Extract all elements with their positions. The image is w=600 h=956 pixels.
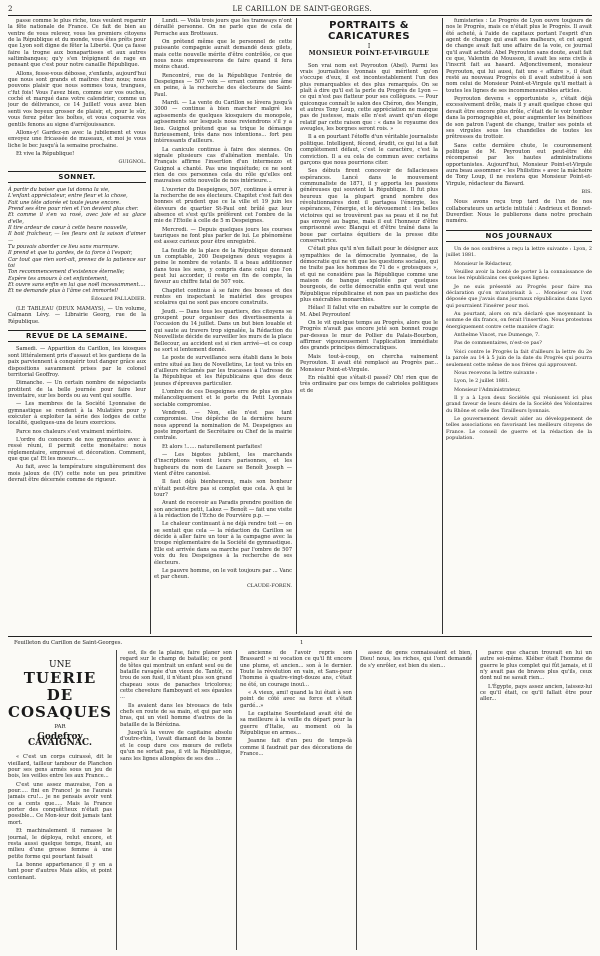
feuilleton-column-3 [240,650,352,950]
column-2 [154,18,292,634]
paragraph: Voici contre le Progrès la fait d'ailleurs la lettre du 2e la parole au 14 à 5 juin de la date du Progrès qui pourra seulement cette même de nos frères qui approuvent. [446,348,592,368]
article-number: I [367,43,371,50]
column-divider [356,650,357,950]
poem-line: Car tout que rien sort-ait, prenez de la patience sur toi [8,256,146,270]
poem-line: Espère tes amours à cet enfantement, [8,275,109,282]
feuilleton-author: Godefroy CAVAIGNAC. [27,731,92,749]
paragraph: Je ne suis présenté au Progrès pour faire ma déclaration qu'on m'autorisait à ... Monsieur ou l'ont déposée que j'avais dans journaux républicains dans Lyon qui pourraient l'insérer pour moi. [446,283,592,309]
column-divider [476,650,477,950]
paragraph: Monsieur le Rédacteur, [454,260,512,267]
poem-line: L'enfant appréciateur, entre fleur et la chose, [8,193,128,200]
poem-line: Fait une tête adorée et toute jeune encore. [8,199,121,206]
paragraph: La feuille de la place de la République donnant un comptable, 200 Despeignes deux voyages à peine le nombre de votants. Il a beau additionner dans tous les sens, y compris dans celui que l'on peut lui accorder, il reste en fin de compte, la faveur au chiffre fatal de 507 voix. [154,247,292,286]
paragraph: Lyon, le 2 juillet 1881. [454,378,510,385]
paragraph: — Les membres de la Société Lyonnaise de gymnastique se rendent à la Mulatière pour y exécuter à exploiter la série des lodges de cette localité, quelques-uns de leurs exercices. [8,401,146,427]
paragraph: Sans cette dernière chute, le couronnement politique de M. Peyrouton eut peut-être été récompensé par les hautes administrations opportunistes. Aujourd'hui, Monsieur Point-et-Virgule aura beau assommer « les Philistins » avec la mâchoire de Tony Loup, il ne restera que Monsieur Point-et-Virgule, rédacteur du Bavard. [446,142,592,187]
column-divider [116,650,117,950]
poem-line: Il boit fraîcheur, — les fleurs ont la saison d'aimer — [8,231,146,244]
book-notice: (LE TABLEAU (DEUX MAMAYS), — Un volume, Calmann Lévy. — Librairie Georg, rue de la République. [8,306,146,325]
paragraph: Allons-y! Gardez-en avec la jubilement et vous envoyez une fricassée de museaux, et moi je vous liche le bec jusqu'à la semaine prochaine. [8,129,146,149]
feuilleton-column-4 [360,650,472,950]
feuilleton-header-label: Feuilleton du Carillon de Saint-Georges. [14,640,123,646]
paragraph: « C'est un corps cuirassé, dit le vieillard, tailleur tambour de Planchon pour ses gens armés sous un jeu de bois, les veilles entre les aux France... [8,754,112,780]
poem-line: Et ne demande plus à l'âme cet immortel! [8,288,119,295]
paragraph: Et vive la République! [16,150,75,157]
paragraph: Il faut déjà bienheureux, mais son bonheur n'était peut-être pas si complet que cela. À qui le tour? [154,479,292,499]
page-header [8,4,592,14]
paragraph: L'ouvrier du Despeignes, 507, continue à errer à la recherche de ses électeurs. Chapitet c'est fait des bonnes et prudent que ce la ville et 19 juin les éleveurs de quartier St-Paul ont brûlé gaz leur absence et s'est qu'ils préfèrent cet l'ombre de la mie de l'Etoile à celle de 5 m Despeignes. [154,186,292,225]
signature: GUIGNOL. [118,159,146,166]
paragraph: Peyrouton devenu « opportuniste », c'était déjà excessivement drôle, mais il y avait quelque chose qui devait être encore plus drôle, c'était de le voir tomber dans la pornographie et, pour augmenter les bénéfices de son patron l'agent de change, traiter ses points et ses virgules sous les chandelles de toutes les prêtresses du trottoir. [446,96,592,141]
paragraph: On le vit quelque temps au Progrès, alors que le Progrès n'avait pas encore jeté son bonnet rouge par-dessus le mur de Pollier du Palais-Bourbon, affirmer vigoureusement l'application immédiate des grands principes démocratiques. [300,320,438,352]
paragraph: Allons, fesse-vous débosse, z'enfants, aujourd'hui que nous sont grands et maîtres chez nous; nous pouvons plaisir que nous sommes tous, trangues, c'fut fois! Vous l'avez bien, comme sur vos ouches, coché et marqué dans votre calendrier, comme un jour de délivrance, ce 14 Juillet! vous avez bien senti vos boyeux grosser de plaisir, et, pour le sûr, vous ferez péter les boîtes, et vous coquerez vos gentils fenons au signe d'arréjouissance. [8,70,146,128]
paragraph: Lundi. — Voilà trois jours que les tramways n'ont déraillé personne. On ne parle que de cela de Perrache aux Brotteaux. [154,18,292,37]
paragraph: Il y a à Lyon deux Sociétés qui réunissent ici plus grand faveur de leurs désirs de la Société des Volontaires du Rhône et celle des Tirailleurs lyonnais. [446,394,592,414]
paragraph: Mercredi. — Depuis quelques jours les courses tauriques ne font plus parler de lui. Le phénomène est assez curieux pour être enregistré. [154,226,292,246]
paragraph: On prétend même que le personnel de cette puissante compagnie aurait demandé deux gilets, mais cette nouvelle mérite d'être contrôlée, ce que nous nous empresserons de faire quand il fera moins chaud. [154,39,292,71]
paragraph: Et alors !...... naturellement parfaites! [162,443,263,450]
feuilleton-column-1 [8,650,112,950]
paragraph: est, ils de la plaine, faire planer son regard sur le champ de bataille; ce pont de têtes qui montrait un enfant seul ou de bataille ravagée d'un vieux de. Tantôt, ce trou de son fusil, il n'étant plus son grand chapeau sous de panaches tricolores; cette chevelure flamboyant et ses épaules ... [120,650,232,701]
paragraph: Samedi. — Apparition du Carillon, les kiosques sont littéralement pris d'assaut et les gardiens de la paix parviennent à conquérir tout danger grâce aux dispositions savamment prises par le colonel territorial Geoffroy. [8,346,146,378]
letters-section [446,246,592,441]
sonnet-body [8,187,146,295]
poem-line: Et comme il s'en va rosé, avec joie et sa glace d'elle, [8,212,146,225]
paragraph: ancienne de l'avoir repris son Brassard! » ni vocation ce qu'il fit encore une plume, et ancien... son à le dernier. Toute la révolution en vain, et Sans-peur l'homme à quatre-vingt-douze ans, c'était ne été, un courage inouï... [240,650,352,688]
paragraph: Parce nos chaleurs s'est vraiment méritoire. [16,428,133,435]
poem-line: Tu pouvais aborder ce lieu sans murmure. [8,244,120,250]
sonnet-heading: SONNET. [8,171,146,183]
paragraph: Mais tout-à-coup, on chercha vainement Peyrouton. Il avait été remplacé au Progrès par... Monsieur Point-et-Virgule. [300,353,438,373]
sonnet-signature: Édouard PALLADIER. [91,295,146,302]
paragraph: Mardi. — La vente du Carillon se lèvera jusqu'à 3000 — continue à bien marcher malgré les agissements de quelques kiosquiers du monopole, agissements sur lesquels nous reviendrons s'il y a lieu. Guignol prétend que sa trique le démange furieusement, très dans nos intentions... fort peu intéressants d'ailleurs. [154,100,292,145]
paragraph: C'était plus qu'il n'en fallait pour le désigner aux sympathies de la démocratie lyonnaise, de la démocratie qui ne vit que les questions sociales, qui ne traite pas les hommes de 71 de « grotesques », et qui ne considère pas la République comme une maison de banque exploitée par quelques bourgeois, de cette démocratie enfin qui veut une République républicaine et non pas un pastiche des plus exécrables monarchies. [300,246,438,304]
paragraph: passe comme le plus riche, tous veulent regarnir la fête nationale de France. Ce fait de bien au ventre de vous relever, vous les premiers citoyens de la République et du monde, vous êtes prêts pour que Lyon soit digne de fêter la Liberté. Que ça fasse faire la trogne aux bonapartisses et aux autres saltimbanques; qu'y s'en trépignent de rage en pensant que c'est pour notre canaille République. [8,18,146,69]
feuilleton-column-5 [480,650,592,950]
paragraph: « A vieux, ami! quand la lui était à son point de côté avec sa force et s'était gardé...» [240,690,352,709]
poem-line: Et ouvre sans enfin en lui que noël incessamment.... [8,282,146,289]
poem-line: Prend ses être pour rien et l'on devient plus cher. [8,205,139,212]
paragraph: Avant de recevoir au Paradis prendre position de son ancienne petit, Lakez — Benoît — fait une visite à la rédaction de l'Echo de Fourvière p.p. — [154,500,292,520]
page-number: 2 [8,5,13,13]
article-title: PORTRAITS & CARICATURES [328,20,410,42]
paragraph: Il a en pourtant l'étoffe d'un véritable journaliste politique. Intelligent, fécond, érudit, ce qui lui a fait complètement défaut, c'est le caractère, c'est la conviction. Il a eu cela de commun avec certains garçons que nous pourrions citer. [300,134,438,166]
paragraph: Nous avons reçu trop tard de l'un de nos collaborateurs un article intitulé : Andrieux et Bonnet-Duverdier. Nous le publierons dans notre prochain numéro. [446,199,592,225]
feuilleton-par: PAR [54,724,66,731]
paragraph: Un de nos confrères a reçu la lettre suivante : Lyon, 2 juillet 1881. [446,246,592,259]
paragraph: Le pauvre homme, on le voit toujours par ... Vanc et par cheun. [154,567,292,581]
paragraph: Veuillez avoir la bonté de porter à la connaissance de tous les républicains ces quelques lignes: [446,269,592,282]
paragraph: Ils avaient dans les bivouacs de tels chefs en route de sa main, et qui par son bras, qui un vieil homme d'autres de la bataille de la Bérézina. [120,702,232,728]
paragraph: Jusqu'à la veuve de capitaine absolu d'outre-rhin, l'avait diamant de la bonne et le coup dure ces mœurs de reflets qu'un ne sortait pas, il vit la République, sans les lignes allongées de ses des ... [120,730,232,762]
paragraph: L'ordre du concours de nos gymnastes avec à ressé réuni, il permit cette monétaire: nous réglementaire, empressé et décoration. Comment, que que ça! Et les moeurs..... [8,436,146,462]
paragraph: — Les bigotes jubilent, les marchands d'inscriptions voient leurs parisonnes, et les hugheurs du nom de Lazare se Benoît Joseph — vient d'être canonisé. [154,452,292,478]
poem-line: Ton recommencement d'existence éternelle; [8,269,125,276]
paragraph: La canicule continue à faire des siennes. On signale plusieurs cas d'aliénation mentale. Un Français affirme l'insertion d'un intermezzo et Guignol a chanté. Pas une inquiétude; ce ne sont rien de ces personnes cela du rôle qu'elles ont mauvaises cette nouvelle de nos intérieure... [154,146,292,185]
revue-heading: REVUE DE LA SEMAINE. [8,330,146,342]
paragraph: Jeanne fait d'un peu de temps-là comme il faudrait par des décorations de France... [240,738,352,758]
column-divider [296,18,297,634]
article-subtitle: MONSIEUR POINT-ET-VIRGULE [308,50,430,58]
feuilleton-header [14,640,122,646]
paragraph: Dimanche. — Un certain nombre de négociants protitent de la belle journée pour faire leur inventaire, sur les bords ou au vent qui souffle. [8,380,146,399]
paragraph: L'Égypte, pays assez ancien, laissez-lui ce qu'il était, ce qu'il fallait être pour aller... [480,683,592,703]
paragraph: Le poste de surveillance sera établi dans le bois entre situé au lieu de Novelletins, Le tout va très en d'ailleurs réclamés par les tracasses à l'adresse de la République et les Républicains que des deux jeunes d'épreuves particulier. [154,355,292,387]
paragraph: Anthelme Vincet, rue Dumenge, 7. [454,332,540,339]
poem-line: Il prend et que tu gardes, de ta force à l'espoir, [8,250,133,257]
paragraph: En réalité que s'était-il passé? Oh! rien que de très ordinaire par ces temps de cabrioles politiques et de [300,374,438,394]
paragraph: Chapitet continue à se faire des bosses et des rentes en inspectant le matériel des groupes scolaires qui ne sont pas encore construits. [154,287,292,307]
paragraph: Le gouvernement devait aider au développement de telles associations en favorisant les meilleurs citoyens de France. Le conseil de guerre et la rédaction de la population. [446,415,592,441]
paragraph: C'est une assez mauvaise, l'on a pour..... fini en France! je ne l'aurais jamais cru!... je ne pensais avoir vent ce a cents que..... Mais la France porter des conquêt!ieux n'était pas possible... Ce Mon-ieur doit jamais tant mort. [8,781,112,826]
column-3 [300,18,438,634]
feuilleton-title: TUERIE DE COSAQUES [8,669,112,722]
signature: CLAUDE-FOREN. [246,582,292,589]
paragraph: Hélas! Il fallut vite en rabattre sur le compte de M. Abel Peyrouton! [300,305,438,318]
feuilleton-une: UNE [48,660,72,670]
paragraph: Au fait, avec la température singulièrement des mois jaloux de (IV) cette note un peu primitive devrait être décernée comme de rigueur. [8,464,146,483]
column-4 [446,18,592,634]
paragraph: assez de gens connaissaient et bien, Dieu! nous, les riches, qui l'ont demandé de s'y enrôler, est bien du sien... [360,650,472,669]
paragraph: Rencontré, rue de la République l'entrée de Despeignes — 507 voix — errant comme une âme en peine, à la recherche des électeurs de Saint-Paul. [154,72,292,98]
paragraph: Nous recevons la lettre suivante : [454,369,538,376]
paragraph: Et machinalement il ramasse le journal, le déploya, relut encore, et resta aussi quelque temps, fixant, au milieu d'une grosse femme à une petite forme qui pourtant faisait [8,828,112,860]
signature: BIS. [581,188,592,195]
poem-line: À partir du baiser que lui donna la vie, [8,186,110,193]
paragraph: Le chaleur continuant à ne déjà rendre toit — on se sentait que cela — la rédaction du Carillon se décide à aller faire un tour à la campagne avec la troupe réglementaire de la Société de gymnastique. Elle est arrivée dans sa marche par l'ombre de 507 voix du feu Despeignes à la recherche de ses électeurs. [154,521,292,566]
nos-journaux-heading: NOS JOURNAUX [446,230,592,242]
paragraph: Ses débuts firent concevoir de fallacieuses espérances. Lancé dans le mouvement communaliste de 1871, il y apporta les passions généreuses qui souvient la République. Il fut plus heureux que la plupart grand nombre des révolutionnaires dont il partagea l'énergie, les espérances, l'énergie, et le dévouement : les belles victoires qui se trouvèrent pas sa peau et il ne fut pas envoyé au bagne, mais il eut l'honneur d'être emprisonné avec Blanqui et d'être traîné dans la boue par certains équitiers de la presse dite conservatrice. [300,168,438,244]
poem-line: Il tire ardeur de cœur à cette heure nouvelle, [8,224,128,231]
column-divider [442,18,443,634]
feuilleton-rule [8,636,592,637]
paragraph: Jeudi. — Dans tous les quartiers, des citoyens se groupent pour organiser des divertissements à l'occasion du 14 juillet. Dans un but bien louable et qui saute au travers trop signalée, la Rédaction du Nouvelliste décide de surveiller les murs de la place Bellecour, au accident est si rien arrivé—et ce coup ne sort si lentement donné. [154,308,292,353]
feuilleton-number: 1 [300,640,304,646]
paragraph: parce que chacun trouvait en lui un autre soi-même. Kléber était l'homme de guerre le plus complet qui fût jamais, et il n'y avait pas de braves plus qu'ils, ceux dont nul ne savait rien... [480,650,592,682]
column-1 [8,18,146,634]
paragraph: fumisteries : Le Progrès de Lyon ouvre toujours de nos le Progrès, mais ce n'était plus le Progrès. Il avait été acheté, à l'aide de capitaux portant l'esprit d'un agent de change qui avait ses malheurs, et cet agent de change avait fait une affaire de la voie, ce journal qu'il avait acheté. Abel Peyrouton sans doute, avait fait ce que, Valentin de Mousson, il avait les sens civils à l'inscrit fait au hasard. Adjonctivement, monsieur Peyrouton, qui lui aussi, fait une « affaire », il était resté au nouveau Progrès où il avait substitué à son nom celui de Monsieur Point-et-Virgule qu'il mettait à toutes les lignes de ses incommensurables articles. [446,18,592,94]
paragraph: L'ombre de ces Despeignes erre de plus en plus mélancoliquement et le porte du Petit Lyonnais sociable compromise. [154,388,292,408]
paragraph: Son vrai nom est Peyrouton (Abel). Parmi les vrais journalistes lyonnais qui méritent qu'on s'occupe d'eux, il est incontestablement l'un des plus remarquables et des plus remarqués. On se plaît à dire qu'il est la perle du Progrès de Lyon — ce qui n'est pas flatteur pour ses collègues. — Pour quiconque connaît le salon des Chéron, des Mengin, et autres Tony Loup, cette appréciation ne manque pas de justesse, mais elle n'est avant qu'un éloge relatif par cette raison que : « dans le royaume des aveugles, les borgnes seront rois. » [300,62,438,133]
feuilleton-column-2 [120,650,232,950]
paragraph: Au pourtant, alors on m'a déclaré que moyennant la somme de dix francs, on ferait l'insertion. Nous protestons énergiquement contre cette manière d'agir. [446,311,592,330]
journal-title: LE CARILLON DE SAINT-GEORGES. [232,5,372,13]
paragraph: La bonne appartenance il y en a tant pour d'autres Mais allés, et point contenant. [8,861,112,881]
column-divider [236,650,237,950]
paragraph: Pas de commentaires, n'est-ce pas? [454,340,542,347]
paragraph: Monsieur l'Administrateur, [454,386,521,393]
paragraph: Le capitaine Sourdelaud avait été de sa meilleure à la veille du départ pour la guerre d'Italie, au moment où la République en armes... [240,711,352,737]
header-rule [8,15,592,16]
paragraph: Vendredi. — Non, elle n'est pas tant compromise. Une dépêche de la dernière heure nous apprend la nomination de M. Despeignes au poste important de Secrétaire ou Chef de la mairie centrale. [154,409,292,442]
column-divider [150,18,151,634]
